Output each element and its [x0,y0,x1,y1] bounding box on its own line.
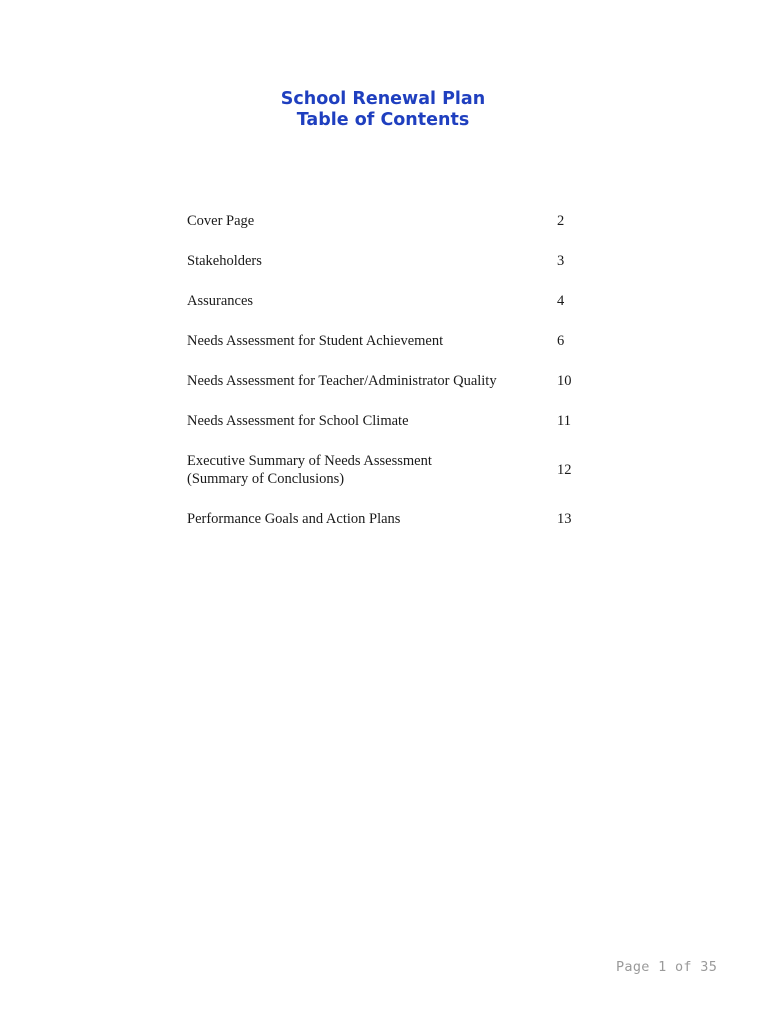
toc-entry-label: Needs Assessment for Teacher/Administrator Quality [187,373,497,389]
title-line-2: Table of Contents [296,110,470,130]
toc-entry-label: Assurances [187,293,254,309]
toc-entry-needs-teacher-quality [187,372,587,390]
toc-entry-page: 2 [557,213,565,229]
toc-entry-needs-school-climate [187,412,587,430]
toc-entry-label: Needs Assessment for School Climate [187,413,409,429]
toc-entry-page: 10 [557,373,572,389]
toc-entry-assurances [187,292,587,310]
toc-entry-label [187,452,542,488]
toc-entry-label: Performance Goals and Action Plans [187,511,401,527]
toc-entry-needs-student-achievement [187,332,587,350]
toc-entry-cover-page [187,212,587,230]
toc-entry-page: 6 [557,333,565,349]
toc-entry-label: Needs Assessment for Student Achievement [187,333,444,349]
page-indicator: Page 1 of 35 [616,959,718,975]
toc-entry-performance-goals [187,510,587,528]
toc-entry-page: 11 [557,413,571,429]
title-line-1: School Renewal Plan [280,89,486,109]
toc-entry-label-line-1: Executive Summary of Needs Assessment [187,453,432,469]
toc-entry-stakeholders [187,252,587,270]
toc-entry-label: Cover Page [187,213,255,229]
document-title [0,89,766,131]
toc-entry-page: 3 [557,253,565,269]
toc-entry-label: Stakeholders [187,253,262,269]
toc-entry-executive-summary [187,452,587,488]
toc-entry-page: 13 [557,511,572,527]
table-of-contents [187,212,587,528]
toc-entry-label-line-2: (Summary of Conclusions) [187,471,345,487]
toc-entry-page: 4 [557,293,565,309]
toc-entry-page: 12 [557,462,572,478]
